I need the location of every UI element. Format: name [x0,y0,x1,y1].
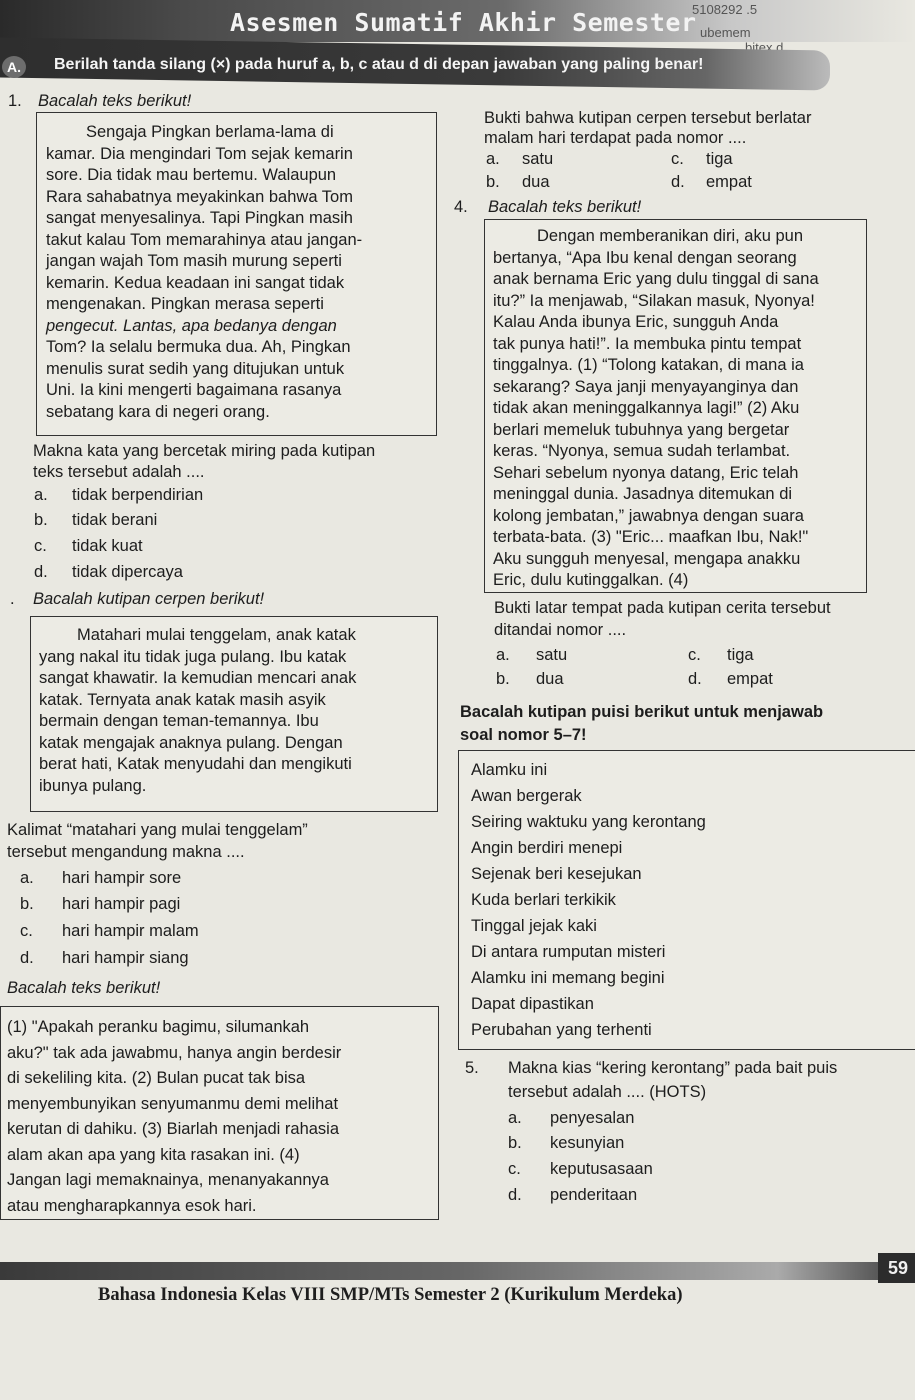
passage-line: di sekeliling kita. (2) Bulan pucat tak bisa [7,1069,306,1087]
option-text[interactable]: tidak berani [72,511,158,529]
footer-rule [0,1262,915,1280]
passage-line: katak mengajak anaknya pulang. Dengan [39,733,343,752]
passage-line: kamar. Dia mengindari Tom sejak kemarin [46,144,353,163]
option-text[interactable]: hari hampir malam [62,922,199,940]
question-text: malam hari terdapat pada nomor .... [484,129,747,147]
passage-line: kolong jembatan,” jawabnya dengan suara [493,506,804,525]
option-text[interactable]: hari hampir pagi [62,895,181,913]
passage-line: Dengan memberanikan diri, aku pun [537,227,803,245]
passage-line: sore. Dia tidak mau bertemu. Walaupun [46,166,337,184]
ghost-text: 5108292 .5 [692,2,758,17]
passage-box-q3 [0,1006,439,1220]
option-letter: c. [20,922,33,940]
passage-line: ibunya pulang. [39,776,147,795]
option-text[interactable]: hari hampir sore [62,869,182,887]
poem-line: Angin berdiri menepi [471,839,623,857]
poem-line: Sejenak beri kesejukan [471,865,642,883]
ghost-text: bitex d [745,40,784,55]
passage-line: kemarin. Kedua keadaan ini sangat tidak [46,273,345,292]
passage-line: berlari memeluk tubuhnya yang bergetar [493,420,790,439]
page-number: 59 [878,1253,915,1283]
poem-line: Dapat dipastikan [471,995,594,1013]
section-instruction: Bacalah kutipan puisi berikut untuk menjawab [460,703,824,721]
option-text[interactable]: tiga [727,646,754,664]
passage-line: berat hati, Katak menyudahi dan mengikuti [39,755,352,773]
passage-line: tidak akan meninggalkannya lagi!” (2) Aku [493,399,800,417]
page-title: Asesmen Sumatif Akhir Semester [230,8,697,37]
option-letter: c. [508,1160,521,1178]
option-letter: d. [671,173,685,191]
passage-line: pengecut. Lantas, apa bedanya dengan [46,316,337,335]
option-letter: b. [34,511,48,529]
passage-line: bertanya, “Apa Ibu kenal dengan seorang [493,248,797,267]
option-letter: a. [508,1109,522,1127]
poem-box [458,750,915,1050]
passage-line: menulis surat sedih yang ditujukan untuk [46,359,345,378]
passage-box-q4 [484,219,867,593]
option-text[interactable]: empat [706,173,752,191]
question-text: Makna kias “kering kerontang” pada bait puis [508,1059,838,1077]
passage-line: aku?" tak ada jawabmu, hanya angin berdesir [7,1043,342,1062]
passage-line: terbata-bata. (3) "Eric... maafkan Ibu, Nak!" [493,528,809,546]
passage-line: Sengaja Pingkan berlama-lama di [86,123,334,141]
question-text: ditandai nomor .... [494,621,627,639]
option-letter: d. [508,1186,522,1204]
option-letter: b. [508,1134,522,1152]
option-text[interactable]: empat [727,670,773,688]
option-text[interactable]: satu [536,646,568,664]
question-prompt: Bacalah teks berikut! [7,979,161,997]
section-marker: A. [2,56,26,78]
option-text[interactable]: hari hampir siang [62,949,189,967]
book-title: Bahasa Indonesia Kelas VIII SMP/MTs Semester 2 (Kurikulum Merdeka) [98,1285,683,1305]
option-text[interactable]: dua [536,670,564,688]
passage-line: yang nakal itu tidak juga pulang. Ibu katak [39,647,347,666]
passage-line: Jangan lagi memaknainya, menanyakannya [7,1171,329,1189]
passage-line: meninggal dunia. Jasadnya ditemukan di [493,485,793,503]
option-text[interactable]: dua [522,173,550,191]
option-letter: a. [486,150,500,168]
passage-line: Aku sungguh menyesal, mengapa anakku [493,549,801,568]
poem-line: Di antara rumputan misteri [471,943,666,961]
question-text: Bukti latar tempat pada kutipan cerita tersebut [494,599,831,617]
section-instruction: soal nomor 5–7! [460,726,587,744]
poem-line: Seiring waktuku yang kerontang [471,813,706,831]
passage-line: keras. “Nyonya, semua sudah terlambat. [493,442,791,460]
passage-line: sangat khawatir. Ia kemudian mencari anak [39,669,357,687]
option-text[interactable]: tidak berpendirian [72,486,204,504]
passage-line: (1) "Apakah peranku bagimu, silumankah [7,1018,310,1036]
poem-line: Awan bergerak [471,787,582,805]
passage-line: sekarang? Saya janji menyayanginya dan [493,377,799,396]
poem-line: Kuda berlari terkikik [471,891,616,909]
passage-line: mengenakan. Pingkan merasa seperti [46,295,324,313]
poem-line: Alamku ini memang begini [471,969,665,987]
passage-line: kerutan di dahiku. (3) Biarlah menjadi rahasia [7,1120,340,1138]
question-number: . [10,590,15,608]
passage-line: Matahari mulai tenggelam, anak katak [77,626,356,644]
passage-line: Rara sahabatnya meyakinkan bahwa Tom [46,187,353,206]
option-text[interactable]: penderitaan [550,1186,638,1204]
option-text[interactable]: tiga [706,150,733,168]
passage-line: sangat menyesalinya. Tapi Pingkan masih [46,209,353,227]
question-prompt: Bacalah kutipan cerpen berikut! [33,590,265,608]
option-letter: d. [688,670,702,688]
option-letter: b. [20,895,34,913]
passage-line: Sehari sebelum nyonya datang, Eric telah [493,463,799,482]
poem-line: Tinggal jejak kaki [471,917,597,935]
option-letter: c. [688,646,701,664]
passage-line: sebatang kara di negeri orang. [46,402,270,421]
passage-line: Uni. Ia kini mengerti bagaimana rasanya [46,381,342,399]
passage-box-q1 [36,112,437,436]
option-text[interactable]: keputusasaan [550,1160,653,1178]
poem-line: Perubahan yang terhenti [471,1021,652,1039]
passage-line: atau mengharapkannya esok hari. [7,1196,257,1215]
passage-line: tak punya hati!”. Ia membuka pintu tempat [493,334,802,353]
option-letter: d. [34,563,48,581]
option-letter: a. [20,869,34,887]
option-text[interactable]: tidak kuat [72,537,143,555]
question-text: Bukti bahwa kutipan cerpen tersebut berlatar [484,109,812,127]
question-number: 5. [465,1059,479,1077]
ghost-text: ubemem [700,25,751,40]
option-letter: b. [496,670,510,688]
poem-line: Alamku ini [471,761,548,779]
option-letter: b. [486,173,500,191]
passage-box-q2 [30,616,438,812]
option-letter: a. [34,486,48,504]
option-letter: d. [20,949,34,967]
passage-line: alam akan apa yang kita rasakan ini. (4) [7,1145,300,1164]
instruction-text: Berilah tanda silang (×) pada huruf a, b, c atau d di depan jawaban yang paling benar! [54,56,704,73]
passage-line: Kalau Anda ibunya Eric, sungguh Anda [493,313,779,331]
question-number: 4. [454,198,468,216]
question-text: tersebut mengandung makna .... [7,843,245,861]
option-text[interactable]: kesunyian [550,1134,625,1152]
option-letter: a. [496,646,510,664]
question-text: teks tersebut adalah .... [33,463,205,481]
passage-line: itu?” Ia menjawab, “Silakan masuk, Nyonya! [493,291,815,310]
option-letter: c. [34,537,47,555]
question-prompt: Bacalah teks berikut! [38,92,192,110]
passage-line: takut kalau Tom memarahinya atau jangan- [46,230,363,249]
option-text[interactable]: satu [522,150,554,168]
option-text[interactable]: penyesalan [550,1109,635,1127]
option-letter: c. [671,150,684,168]
question-text: Makna kata yang bercetak miring pada kutipan [33,442,376,460]
question-number: 1. [8,92,22,110]
passage-line: Tom? Ia selalu bermuka dua. Ah, Pingkan [46,338,351,356]
passage-line: bermain dengan teman-temannya. Ibu [39,712,319,730]
question-text: tersebut adalah .... (HOTS) [508,1083,707,1101]
passage-line: anak bernama Eric yang dulu tinggal di sana [493,270,819,288]
passage-line: Eric, dulu kutinggalkan. (4) [493,571,689,589]
passage-line: katak. Ternyata anak katak masih asyik [39,690,326,709]
passage-line: menyembunyikan senyumanmu demi melihat [7,1094,339,1113]
option-text[interactable]: tidak dipercaya [72,563,183,581]
question-text: Kalimat “matahari yang mulai tenggelam” [7,821,308,839]
question-prompt: Bacalah teks berikut! [488,198,642,216]
passage-line: tinggalnya. (1) “Tolong katakan, di mana ia [493,356,804,374]
passage-line: jangan wajah Tom masih murung seperti [46,252,342,270]
